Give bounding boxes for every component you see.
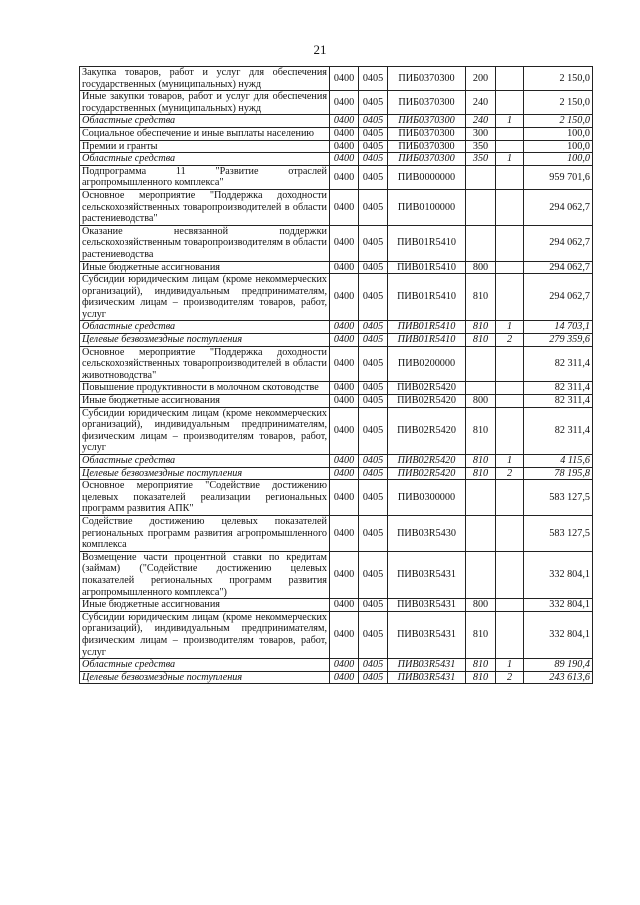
row-target-article: ПИВ0200000 (388, 346, 466, 382)
row-amount: 82 311,4 (524, 407, 593, 454)
row-target-article: ПИБ0370300 (388, 153, 466, 166)
row-section-code: 0400 (330, 140, 359, 153)
row-name: Основное мероприятие "Содействие достижению целевых показателей реализации региональных программ развития АПК" (80, 480, 330, 516)
row-amount: 294 062,7 (524, 189, 593, 225)
row-expense-type: 300 (466, 127, 496, 140)
row-target-article: ПИВ01R5410 (388, 274, 466, 321)
row-target-article: ПИБ0370300 (388, 127, 466, 140)
row-funding-source (496, 551, 524, 598)
row-section-code: 0400 (330, 467, 359, 480)
row-section-code: 0400 (330, 659, 359, 672)
row-subsection-code: 0405 (359, 321, 388, 334)
row-name: Субсидии юридическим лицам (кроме некоммерческих организаций), индивидуальным предпринимателям, физическим лицам – производителям товаров, работ, услуг (80, 407, 330, 454)
table-row (80, 153, 593, 166)
row-target-article: ПИВ02R5420 (388, 382, 466, 395)
row-section-code: 0400 (330, 599, 359, 612)
row-expense-type: 810 (466, 671, 496, 684)
row-subsection-code: 0405 (359, 346, 388, 382)
row-amount: 2 150,0 (524, 115, 593, 128)
table-row (80, 395, 593, 408)
row-amount: 82 311,4 (524, 395, 593, 408)
row-section-code: 0400 (330, 189, 359, 225)
table-row (80, 91, 593, 115)
row-funding-source: 2 (496, 671, 524, 684)
row-amount: 583 127,5 (524, 480, 593, 516)
row-expense-type: 350 (466, 140, 496, 153)
row-target-article: ПИБ0370300 (388, 140, 466, 153)
table-row (80, 274, 593, 321)
row-expense-type: 200 (466, 67, 496, 91)
row-amount: 279 359,6 (524, 334, 593, 347)
row-expense-type (466, 515, 496, 551)
table-row (80, 551, 593, 598)
row-funding-source (496, 407, 524, 454)
row-target-article: ПИБ0370300 (388, 115, 466, 128)
row-amount: 78 195,8 (524, 467, 593, 480)
row-subsection-code: 0405 (359, 91, 388, 115)
row-funding-source (496, 274, 524, 321)
row-name: Возмещение части процентной ставки по кредитам (займам) ("Содействие достижению целевых показателей региональных программ развития агропромышленного комплекса") (80, 551, 330, 598)
row-target-article: ПИВ0300000 (388, 480, 466, 516)
table-row (80, 127, 593, 140)
row-subsection-code: 0405 (359, 611, 388, 658)
row-subsection-code: 0405 (359, 671, 388, 684)
row-name: Целевые безвозмездные поступления (80, 467, 330, 480)
row-amount: 89 190,4 (524, 659, 593, 672)
row-subsection-code: 0405 (359, 140, 388, 153)
row-funding-source (496, 225, 524, 261)
row-name: Повышение продуктивности в молочном скотоводстве (80, 382, 330, 395)
row-amount: 332 804,1 (524, 611, 593, 658)
row-funding-source (496, 91, 524, 115)
page-number: 21 (313, 42, 327, 57)
row-section-code: 0400 (330, 395, 359, 408)
row-target-article: ПИВ03R5431 (388, 659, 466, 672)
row-section-code: 0400 (330, 91, 359, 115)
row-funding-source (496, 480, 524, 516)
row-name: Областные средства (80, 455, 330, 468)
row-target-article: ПИВ02R5420 (388, 467, 466, 480)
row-section-code: 0400 (330, 611, 359, 658)
row-subsection-code: 0405 (359, 599, 388, 612)
row-name: Иные бюджетные ассигнования (80, 599, 330, 612)
row-funding-source: 1 (496, 321, 524, 334)
row-section-code: 0400 (330, 165, 359, 189)
row-target-article: ПИБ0370300 (388, 91, 466, 115)
row-target-article: ПИВ03R5430 (388, 515, 466, 551)
row-amount: 82 311,4 (524, 346, 593, 382)
row-amount: 100,0 (524, 140, 593, 153)
row-section-code: 0400 (330, 480, 359, 516)
table-row (80, 165, 593, 189)
row-target-article: ПИВ02R5420 (388, 407, 466, 454)
row-funding-source (496, 189, 524, 225)
row-section-code: 0400 (330, 274, 359, 321)
table-row (80, 382, 593, 395)
row-target-article: ПИВ01R5410 (388, 321, 466, 334)
row-expense-type (466, 480, 496, 516)
row-name: Областные средства (80, 115, 330, 128)
row-amount: 82 311,4 (524, 382, 593, 395)
row-name: Премии и гранты (80, 140, 330, 153)
row-name: Социальное обеспечение и иные выплаты населению (80, 127, 330, 140)
row-subsection-code: 0405 (359, 395, 388, 408)
row-funding-source (496, 599, 524, 612)
row-target-article: ПИВ03R5431 (388, 671, 466, 684)
row-subsection-code: 0405 (359, 467, 388, 480)
row-expense-type: 800 (466, 395, 496, 408)
row-section-code: 0400 (330, 382, 359, 395)
row-target-article: ПИВ03R5431 (388, 551, 466, 598)
row-name: Содействие достижению целевых показателей региональных программ развития агропромышленного комплекса (80, 515, 330, 551)
row-amount: 100,0 (524, 127, 593, 140)
row-subsection-code: 0405 (359, 274, 388, 321)
row-funding-source: 1 (496, 455, 524, 468)
row-subsection-code: 0405 (359, 407, 388, 454)
row-amount: 14 703,1 (524, 321, 593, 334)
row-section-code: 0400 (330, 153, 359, 166)
table-row (80, 189, 593, 225)
row-amount: 2 150,0 (524, 91, 593, 115)
row-target-article: ПИВ01R5410 (388, 261, 466, 274)
table-row (80, 261, 593, 274)
row-expense-type: 810 (466, 334, 496, 347)
row-expense-type: 810 (466, 274, 496, 321)
row-amount: 332 804,1 (524, 551, 593, 598)
table-row (80, 599, 593, 612)
row-target-article: ПИВ01R5410 (388, 225, 466, 261)
row-name: Субсидии юридическим лицам (кроме некоммерческих организаций), индивидуальным предпринимателям, физическим лицам – производителям товаров, работ, услуг (80, 274, 330, 321)
row-expense-type: 810 (466, 321, 496, 334)
budget-table (79, 66, 593, 684)
row-section-code: 0400 (330, 334, 359, 347)
row-section-code: 0400 (330, 115, 359, 128)
row-name: Областные средства (80, 321, 330, 334)
row-subsection-code: 0405 (359, 455, 388, 468)
row-subsection-code: 0405 (359, 659, 388, 672)
row-expense-type: 240 (466, 91, 496, 115)
row-target-article: ПИВ0100000 (388, 189, 466, 225)
row-name: Субсидии юридическим лицам (кроме некоммерческих организаций), индивидуальным предпринимателям, физическим лицам – производителям товаров, работ, услуг (80, 611, 330, 658)
table-row (80, 67, 593, 91)
row-name: Целевые безвозмездные поступления (80, 334, 330, 347)
row-funding-source (496, 165, 524, 189)
row-name: Иные бюджетные ассигнования (80, 261, 330, 274)
row-section-code: 0400 (330, 261, 359, 274)
row-expense-type: 810 (466, 467, 496, 480)
row-section-code: 0400 (330, 67, 359, 91)
row-target-article: ПИВ0000000 (388, 165, 466, 189)
row-subsection-code: 0405 (359, 261, 388, 274)
row-funding-source: 2 (496, 467, 524, 480)
table-row (80, 671, 593, 684)
row-target-article: ПИВ01R5410 (388, 334, 466, 347)
row-subsection-code: 0405 (359, 225, 388, 261)
row-subsection-code: 0405 (359, 165, 388, 189)
row-subsection-code: 0405 (359, 551, 388, 598)
row-name: Подпрограмма 11 "Развитие отраслей агропромышленного комплекса" (80, 165, 330, 189)
row-subsection-code: 0405 (359, 127, 388, 140)
row-funding-source (496, 67, 524, 91)
table-row (80, 659, 593, 672)
row-funding-source: 1 (496, 153, 524, 166)
row-funding-source: 2 (496, 334, 524, 347)
row-target-article: ПИБ0370300 (388, 67, 466, 91)
row-amount: 2 150,0 (524, 67, 593, 91)
row-section-code: 0400 (330, 346, 359, 382)
row-section-code: 0400 (330, 455, 359, 468)
table-row (80, 515, 593, 551)
row-name: Оказание несвязанной поддержки сельскохозяйственным товаропроизводителям в области растениеводства (80, 225, 330, 261)
row-expense-type: 810 (466, 407, 496, 454)
table-row (80, 321, 593, 334)
row-subsection-code: 0405 (359, 515, 388, 551)
row-amount: 243 613,6 (524, 671, 593, 684)
row-subsection-code: 0405 (359, 382, 388, 395)
table-row (80, 115, 593, 128)
row-section-code: 0400 (330, 407, 359, 454)
table-row (80, 407, 593, 454)
row-funding-source (496, 382, 524, 395)
row-expense-type (466, 346, 496, 382)
row-funding-source (496, 140, 524, 153)
row-subsection-code: 0405 (359, 189, 388, 225)
row-expense-type: 350 (466, 153, 496, 166)
row-name: Иные закупки товаров, работ и услуг для обеспечения государственных (муниципальных) нужд (80, 91, 330, 115)
table-row (80, 346, 593, 382)
table-row (80, 455, 593, 468)
row-name: Закупка товаров, работ и услуг для обеспечения государственных (муниципальных) нужд (80, 67, 330, 91)
row-target-article: ПИВ02R5420 (388, 455, 466, 468)
table-row (80, 467, 593, 480)
row-expense-type: 800 (466, 599, 496, 612)
table-row (80, 334, 593, 347)
row-subsection-code: 0405 (359, 153, 388, 166)
row-funding-source: 1 (496, 659, 524, 672)
row-subsection-code: 0405 (359, 480, 388, 516)
row-target-article: ПИВ03R5431 (388, 611, 466, 658)
row-section-code: 0400 (330, 127, 359, 140)
row-target-article: ПИВ02R5420 (388, 395, 466, 408)
row-name: Основное мероприятие "Поддержка доходности сельскохозяйственных товаропроизводителей в области растениеводства" (80, 189, 330, 225)
table-row (80, 480, 593, 516)
row-subsection-code: 0405 (359, 334, 388, 347)
row-funding-source (496, 515, 524, 551)
row-target-article: ПИВ03R5431 (388, 599, 466, 612)
row-name: Областные средства (80, 153, 330, 166)
row-name: Основное мероприятие "Поддержка доходности сельскохозяйственных товаропроизводителей в области животноводства" (80, 346, 330, 382)
row-name: Областные средства (80, 659, 330, 672)
row-amount: 294 062,7 (524, 261, 593, 274)
row-expense-type (466, 225, 496, 261)
row-subsection-code: 0405 (359, 67, 388, 91)
table-row (80, 611, 593, 658)
row-expense-type (466, 189, 496, 225)
row-section-code: 0400 (330, 551, 359, 598)
row-expense-type: 810 (466, 611, 496, 658)
row-funding-source (496, 611, 524, 658)
budget-table-body (80, 67, 593, 684)
table-row (80, 225, 593, 261)
row-expense-type: 810 (466, 455, 496, 468)
row-name: Целевые безвозмездные поступления (80, 671, 330, 684)
row-expense-type: 800 (466, 261, 496, 274)
row-funding-source (496, 261, 524, 274)
row-expense-type (466, 165, 496, 189)
row-subsection-code: 0405 (359, 115, 388, 128)
row-expense-type: 810 (466, 659, 496, 672)
row-section-code: 0400 (330, 225, 359, 261)
row-funding-source (496, 346, 524, 382)
row-expense-type (466, 382, 496, 395)
row-amount: 294 062,7 (524, 274, 593, 321)
row-amount: 332 804,1 (524, 599, 593, 612)
row-name: Иные бюджетные ассигнования (80, 395, 330, 408)
row-section-code: 0400 (330, 321, 359, 334)
row-amount: 4 115,6 (524, 455, 593, 468)
row-section-code: 0400 (330, 671, 359, 684)
row-funding-source (496, 395, 524, 408)
row-amount: 583 127,5 (524, 515, 593, 551)
row-expense-type (466, 551, 496, 598)
table-row (80, 140, 593, 153)
row-funding-source (496, 127, 524, 140)
row-amount: 100,0 (524, 153, 593, 166)
row-amount: 959 701,6 (524, 165, 593, 189)
row-funding-source: 1 (496, 115, 524, 128)
row-section-code: 0400 (330, 515, 359, 551)
row-expense-type: 240 (466, 115, 496, 128)
row-amount: 294 062,7 (524, 225, 593, 261)
